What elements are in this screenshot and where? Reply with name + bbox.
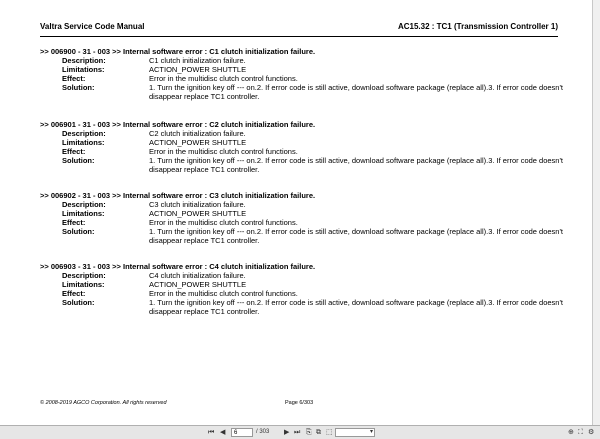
copy-icon[interactable]: ⎘ (306, 429, 312, 436)
solution-value: 1. Turn the ignition key off --- on.2. If error code is still active, download software package (replace all).3. If error code doesn't disappear replace TC1 controller. (149, 156, 563, 174)
solution-value: 1. Turn the ignition key off --- on.2. If error code is still active, download software package (replace all).3. If error code doesn't disappear replace TC1 controller. (149, 227, 563, 245)
description-row (40, 129, 560, 138)
previous-page-icon[interactable]: ◀ (220, 429, 226, 436)
effect-row (40, 218, 560, 227)
effect-value: Error in the multidisc clutch control functions. (149, 147, 298, 156)
page-number-input[interactable]: 6 (231, 428, 253, 437)
description-label: Description: (62, 129, 106, 138)
solution-row (40, 298, 563, 316)
entry-title: >> 006903 - 31 - 003 >> Internal software error : C4 clutch initialization failure. (40, 262, 316, 271)
solution-label: Solution: (62, 83, 95, 92)
effect-value: Error in the multidisc clutch control functions. (149, 218, 298, 227)
entry-title: >> 006900 - 31 - 003 >> Internal software error : C1 clutch initialization failure. (40, 47, 316, 56)
solution-value: 1. Turn the ignition key off --- on.2. If error code is still active, download software package (replace all).3. If error code doesn't disappear replace TC1 controller. (149, 83, 563, 101)
limitations-row (40, 138, 560, 147)
viewer-toolbar (0, 425, 600, 439)
chevron-down-icon: ▾ (369, 429, 373, 435)
limitations-value: ACTION_POWER SHUTTLE (149, 280, 247, 289)
first-page-icon[interactable]: ⏮ (208, 429, 215, 436)
error-entry (40, 191, 563, 245)
effect-row (40, 147, 560, 156)
description-row (40, 271, 560, 280)
manual-title: Valtra Service Code Manual (40, 22, 145, 31)
copyright-notice: © 2008-2019 AGCO Corporation. All rights reserved (40, 400, 167, 406)
description-value: C2 clutch initialization failure. (149, 129, 246, 138)
page-total: / 303 (256, 429, 270, 435)
limitations-value: ACTION_POWER SHUTTLE (149, 65, 247, 74)
limitations-row (40, 280, 560, 289)
limitations-label: Limitations: (62, 280, 105, 289)
error-entry (40, 120, 563, 174)
page-number: Page 6/303 (285, 400, 314, 406)
limitations-value: ACTION_POWER SHUTTLE (149, 138, 247, 147)
solution-label: Solution: (62, 298, 95, 307)
limitations-label: Limitations: (62, 65, 105, 74)
last-page-icon[interactable]: ⏭ (294, 429, 301, 436)
next-page-icon[interactable]: ▶ (284, 429, 290, 436)
settings-icon[interactable]: ⚙ (588, 429, 595, 436)
limitations-value: ACTION_POWER SHUTTLE (149, 209, 247, 218)
limitations-label: Limitations: (62, 209, 105, 218)
solution-value: 1. Turn the ignition key off --- on.2. If error code is still active, download software package (replace all).3. If error code doesn't disappear replace TC1 controller. (149, 298, 563, 316)
windows-icon[interactable]: ⧉ (316, 429, 321, 436)
description-label: Description: (62, 56, 106, 65)
fit-page-icon[interactable]: ⬚ (326, 429, 333, 436)
description-value: C1 clutch initialization failure. (149, 56, 246, 65)
effect-label: Effect: (62, 74, 86, 83)
zoom-in-icon[interactable]: ⊕ (568, 429, 574, 436)
vertical-scrollbar[interactable] (592, 0, 600, 425)
effect-row (40, 74, 560, 83)
description-label: Description: (62, 200, 106, 209)
solution-row (40, 83, 563, 101)
solution-row (40, 227, 563, 245)
zoom-select[interactable] (335, 428, 375, 437)
description-label: Description: (62, 271, 106, 280)
description-row (40, 200, 560, 209)
solution-row (40, 156, 563, 174)
solution-label: Solution: (62, 156, 95, 165)
limitations-row (40, 65, 560, 74)
effect-label: Effect: (62, 147, 86, 156)
solution-label: Solution: (62, 227, 95, 236)
error-entry (40, 47, 563, 101)
description-row (40, 56, 560, 65)
section-title: AC15.32 : TC1 (Transmission Controller 1) (397, 22, 558, 31)
description-value: C3 clutch initialization failure. (149, 200, 246, 209)
entry-title: >> 006902 - 31 - 003 >> Internal software error : C3 clutch initialization failure. (40, 191, 316, 200)
description-value: C4 clutch initialization failure. (149, 271, 246, 280)
limitations-label: Limitations: (62, 138, 105, 147)
effect-label: Effect: (62, 289, 86, 298)
error-entry (40, 262, 563, 316)
fullscreen-icon[interactable]: ⛶ (578, 429, 583, 436)
effect-value: Error in the multidisc clutch control functions. (149, 74, 298, 83)
effect-value: Error in the multidisc clutch control functions. (149, 289, 298, 298)
effect-row (40, 289, 560, 298)
effect-label: Effect: (62, 218, 86, 227)
limitations-row (40, 209, 560, 218)
page-header (40, 22, 558, 37)
entry-title: >> 006901 - 31 - 003 >> Internal software error : C2 clutch initialization failure. (40, 120, 316, 129)
